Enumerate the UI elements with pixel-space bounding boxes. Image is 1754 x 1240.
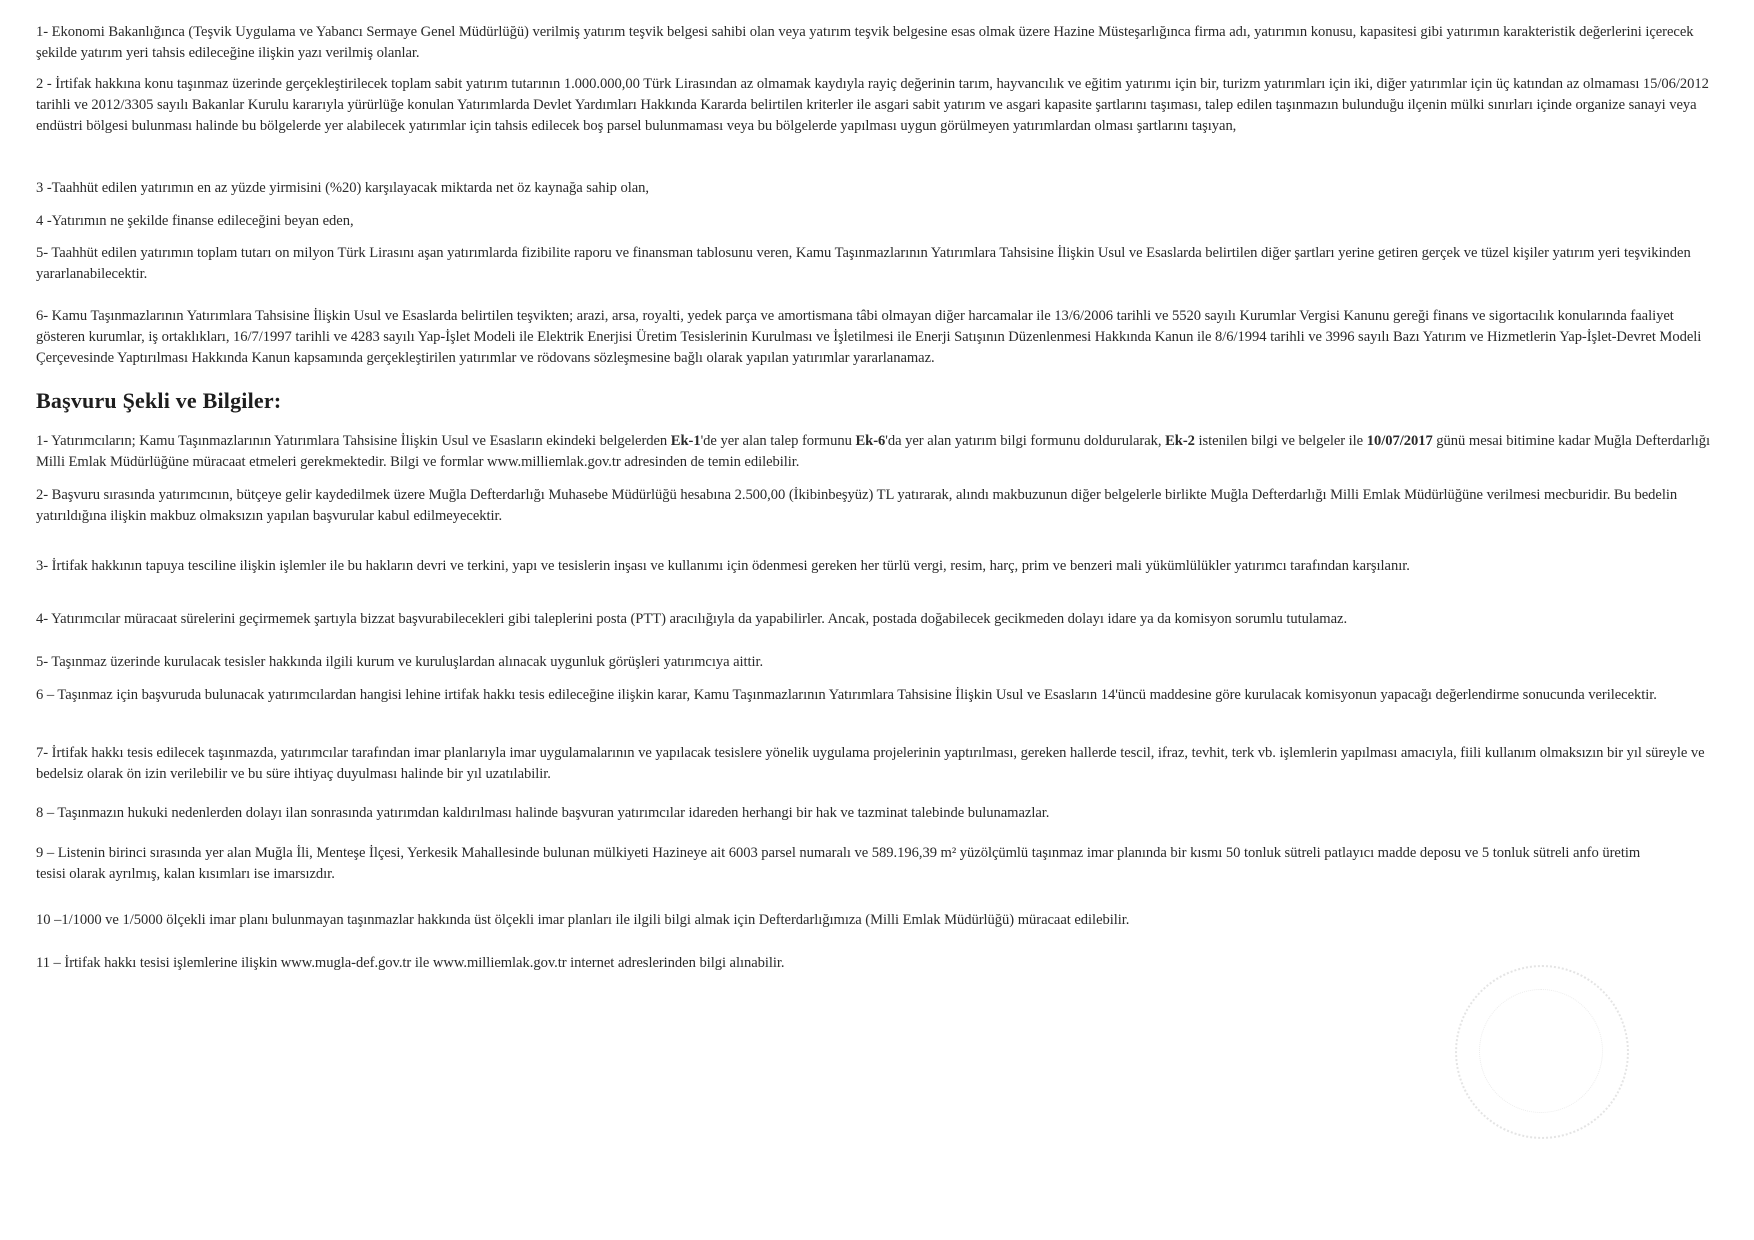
application-item-1-text: 'da yer alan yatırım bilgi formunu doldurularak, [885,433,1166,449]
faded-seal-stamp [1455,965,1629,1139]
application-item-1-text: istenilen bilgi ve belgeler ile [1194,433,1367,449]
application-item-9: 9 – Listenin birinci sırasında yer alan Muğla İli, Menteşe İlçesi, Yerkesik Mahallesinde bulunan mülkiyeti Hazineye ait 6003 parsel numaralı ve 589.196,39 m² yüzölçümlü taşınmaz imar planında bir kısmı 50 tonluk sütreli patlayıcı madde deposu ve 5 tonluk sütreli anfo üretim tesisi olarak ayrılmış, kalan kısımları ise imarsızdır. [36,845,1641,882]
faded-seal-inner-ring [1479,989,1603,1113]
deadline-date: 10/07/2017 [1366,433,1433,449]
application-item-7: 7- İrtifak hakkı tesis edilecek taşınmazda, yatırımcılar tarafından imar planlarıyla imar uygulamalarının ve yapılacak tesislere yönelik uygulama projelerinin yaptırılması, gereken hallerde tescil, ifraz, tevhit, terk vb. işlemlerin yapılması amacıyla, fiili kullanım olmaksızın bir yıl süreyle ve bedelsiz olarak ön izin verilebilir ve bu süre ihtiyaç duyulması halinde bir yıl uzatılabilir. [36,745,1705,782]
ek6-reference: Ek-6 [855,433,886,449]
application-item-6: 6 – Taşınmaz için başvuruda bulunacak yatırımcılardan hangisi lehine irtifak hakkı tesis edileceğine ilişkin karar, Kamu Taşınmazlarının Yatırımlara Tahsisine İlişkin Usul ve Esasların 14'üncü maddesine göre kurulacak komisyonun yapacağı değerlendirme sonucunda verilecektir. [36,687,1657,703]
application-item-2: 2- Başvuru sırasında yatırımcının, bütçeye gelir kaydedilmek üzere Muğla Defterdarlığı Muhasebe Müdürlüğü hesabına 2.500,00 (İkibinbeşyüz) TL yatırarak, alındı makbuzunun diğer belgelerle birlikte Muğla Defterdarlığı Milli Emlak Müdürlüğüne verilmesi mecburidir. Bu bedelin yatırıldığına ilişkin makbuz olmaksızın yapılan başvurular kabul edilmeyecektir. [36,487,1678,524]
eligibility-item-4: 4 -Yatırımın ne şekilde finanse edileceğini beyan eden, [36,213,354,229]
application-item-8: 8 – Taşınmazın hukuki nedenlerden dolayı ilan sonrasında yatırımdan kaldırılması halinde başvuran yatırımcılar idareden herhangi bir hak ve tazminat talebinde bulunamazlar. [36,805,1050,821]
application-item-3: 3- İrtifak hakkının tapuya tesciline ilişkin işlemler ile bu hakların devri ve terkini, yapı ve tesislerin inşası ve kullanımı için ödenmesi gereken her türlü vergi, resim, harç, prim ve benzeri mali yükümlülükler yatırımcı tarafından karşılanır. [36,558,1410,574]
application-item-5: 5- Taşınmaz üzerinde kurulacak tesisler hakkında ilgili kurum ve kuruluşlardan alınacak uygunluk görüşleri yatırımcıya aittir. [36,654,764,670]
eligibility-item-5: 5- Taahhüt edilen yatırımın toplam tutarı on milyon Türk Lirasını aşan yatırımlarda fizibilite raporu ve finansman tablosunu veren, Kamu Taşınmazlarının Yatırımlara Tahsisine İlişkin Usul ve Esaslarda belirtilen diğer şartları yerine getiren gerçek ve tüzel kişiler yatırım yeri teşvikinden yararlanabilecektir. [36,245,1691,282]
eligibility-item-3: 3 -Taahhüt edilen yatırımın en az yüzde yirmisini (%20) karşılayacak miktarda net öz kaynağa sahip olan, [36,180,649,196]
application-item-1-text: 'de yer alan talep formunu [700,433,856,449]
application-item-1-text: günü mesai bitimine kadar Muğla Defterdarlığı Milli Emlak Müdürlüğüne müracaat etmeleri gerekmektedir. Bilgi ve formlar www.milliemlak.gov.tr adresinden de temin edilebilir. [36,433,1711,470]
ek1-reference: Ek-1 [670,433,701,449]
application-item-1 [36,431,1722,473]
eligibility-item-2: 2 - İrtifak hakkına konu taşınmaz üzerinde gerçekleştirilecek toplam sabit yatırım tutarının 1.000.000,00 Türk Lirasından az olmamak kaydıyla rayiç değerinin tarım, hayvancılık ve eğitim yatırımı için bir, turizm yatırımları için iki, diğer yatırımlar için üç katından az olmaması 15/06/2012 tarihli ve 2012/3305 sayılı Bakanlar Kurulu kararıyla yürürlüğe konulan Yatırımlarda Devlet Yardımları Hakkında Kararda belirtilen kriterler ile asgari sabit yatırım ve asgari kapasite şartlarını taşıması, talep edilen taşınmazın bulunduğu ilçenin mülki sınırları içinde organize sanayi veya endüstri bölgesi bulunması halinde bu bölgelerde yer alabilecek yatırımlar için tahsis edilecek boş parsel bulunmaması veya bu bölgelerde yapılması uygun görülmeyen yatırımlardan olması şartlarını taşıyan, [36,76,1709,134]
application-item-10: 10 –1/1000 ve 1/5000 ölçekli imar planı bulunmayan taşınmazlar hakkında üst ölçekli imar planları ile ilgili bilgi almak için Defterdarlığımıza (Milli Emlak Müdürlüğü) müracaat edilebilir. [36,912,1130,928]
ek2-reference: Ek-2 [1165,433,1195,449]
application-item-11: 11 – İrtifak hakkı tesisi işlemlerine ilişkin www.mugla-def.gov.tr ile www.milliemlak.gov.tr internet adreslerinden bilgi alınabilir. [36,955,785,971]
eligibility-item-6: 6- Kamu Taşınmazlarının Yatırımlara Tahsisine İlişkin Usul ve Esaslarda belirtilen teşvikten; arazi, arsa, royalti, yedek parça ve amortismana tâbi olmayan diğer harcamalar ile 13/6/2006 tarihli ve 5520 sayılı Kurumlar Vergisi Kanunu gereği finans ve sigortacılık konularında faaliyet gösteren kurumlar, iş ortaklıkları, 16/7/1997 tarihli ve 4283 sayılı Yap-İşlet Modeli ile Elektrik Enerjisi Üretim Tesislerinin Kurulması ve İşletilmesi ile Enerji Satışının Düzenlenmesi Hakkında Kanun ile 8/6/1994 tarihli ve 3996 sayılı Bazı Yatırım ve Hizmetlerin Yap-İşlet-Devret Modeli Çerçevesinde Yaptırılması Hakkında Kanun kapsamında gerçekleştirilen yatırımlar ve rödovans sözleşmesine bağlı olarak yapılan yatırımlar yararlanamaz. [36,308,1702,366]
application-item-1-text: 1- Yatırımcıların; Kamu Taşınmazlarının Yatırımlara Tahsisine İlişkin Usul ve Esasların ekindeki belgelerden [36,433,671,449]
eligibility-item-1: 1- Ekonomi Bakanlığınca (Teşvik Uygulama ve Yabancı Sermaye Genel Müdürlüğü) verilmiş yatırım teşvik belgesi sahibi olan veya yatırım teşvik belgesine esas olmak üzere Hazine Müsteşarlığınca firma adı, yatırımın konusu, kapasitesi gibi yatırımın karakteristik değerlerini içerecek şekilde yatırım yeri tahsis edileceğine ilişkin yazı verilmiş olanlar. [36,24,1694,61]
section-heading: Başvuru Şekli ve Bilgiler: [36,388,282,413]
application-item-4: 4- Yatırımcılar müracaat sürelerini geçirmemek şartıyla bizzat başvurabilecekleri gibi taleplerini posta (PTT) aracılığıyla da yapabilirler. Ancak, postada doğabilecek gecikmeden dolayı idare ya da komisyon sorumlu tutulamaz. [36,611,1348,627]
